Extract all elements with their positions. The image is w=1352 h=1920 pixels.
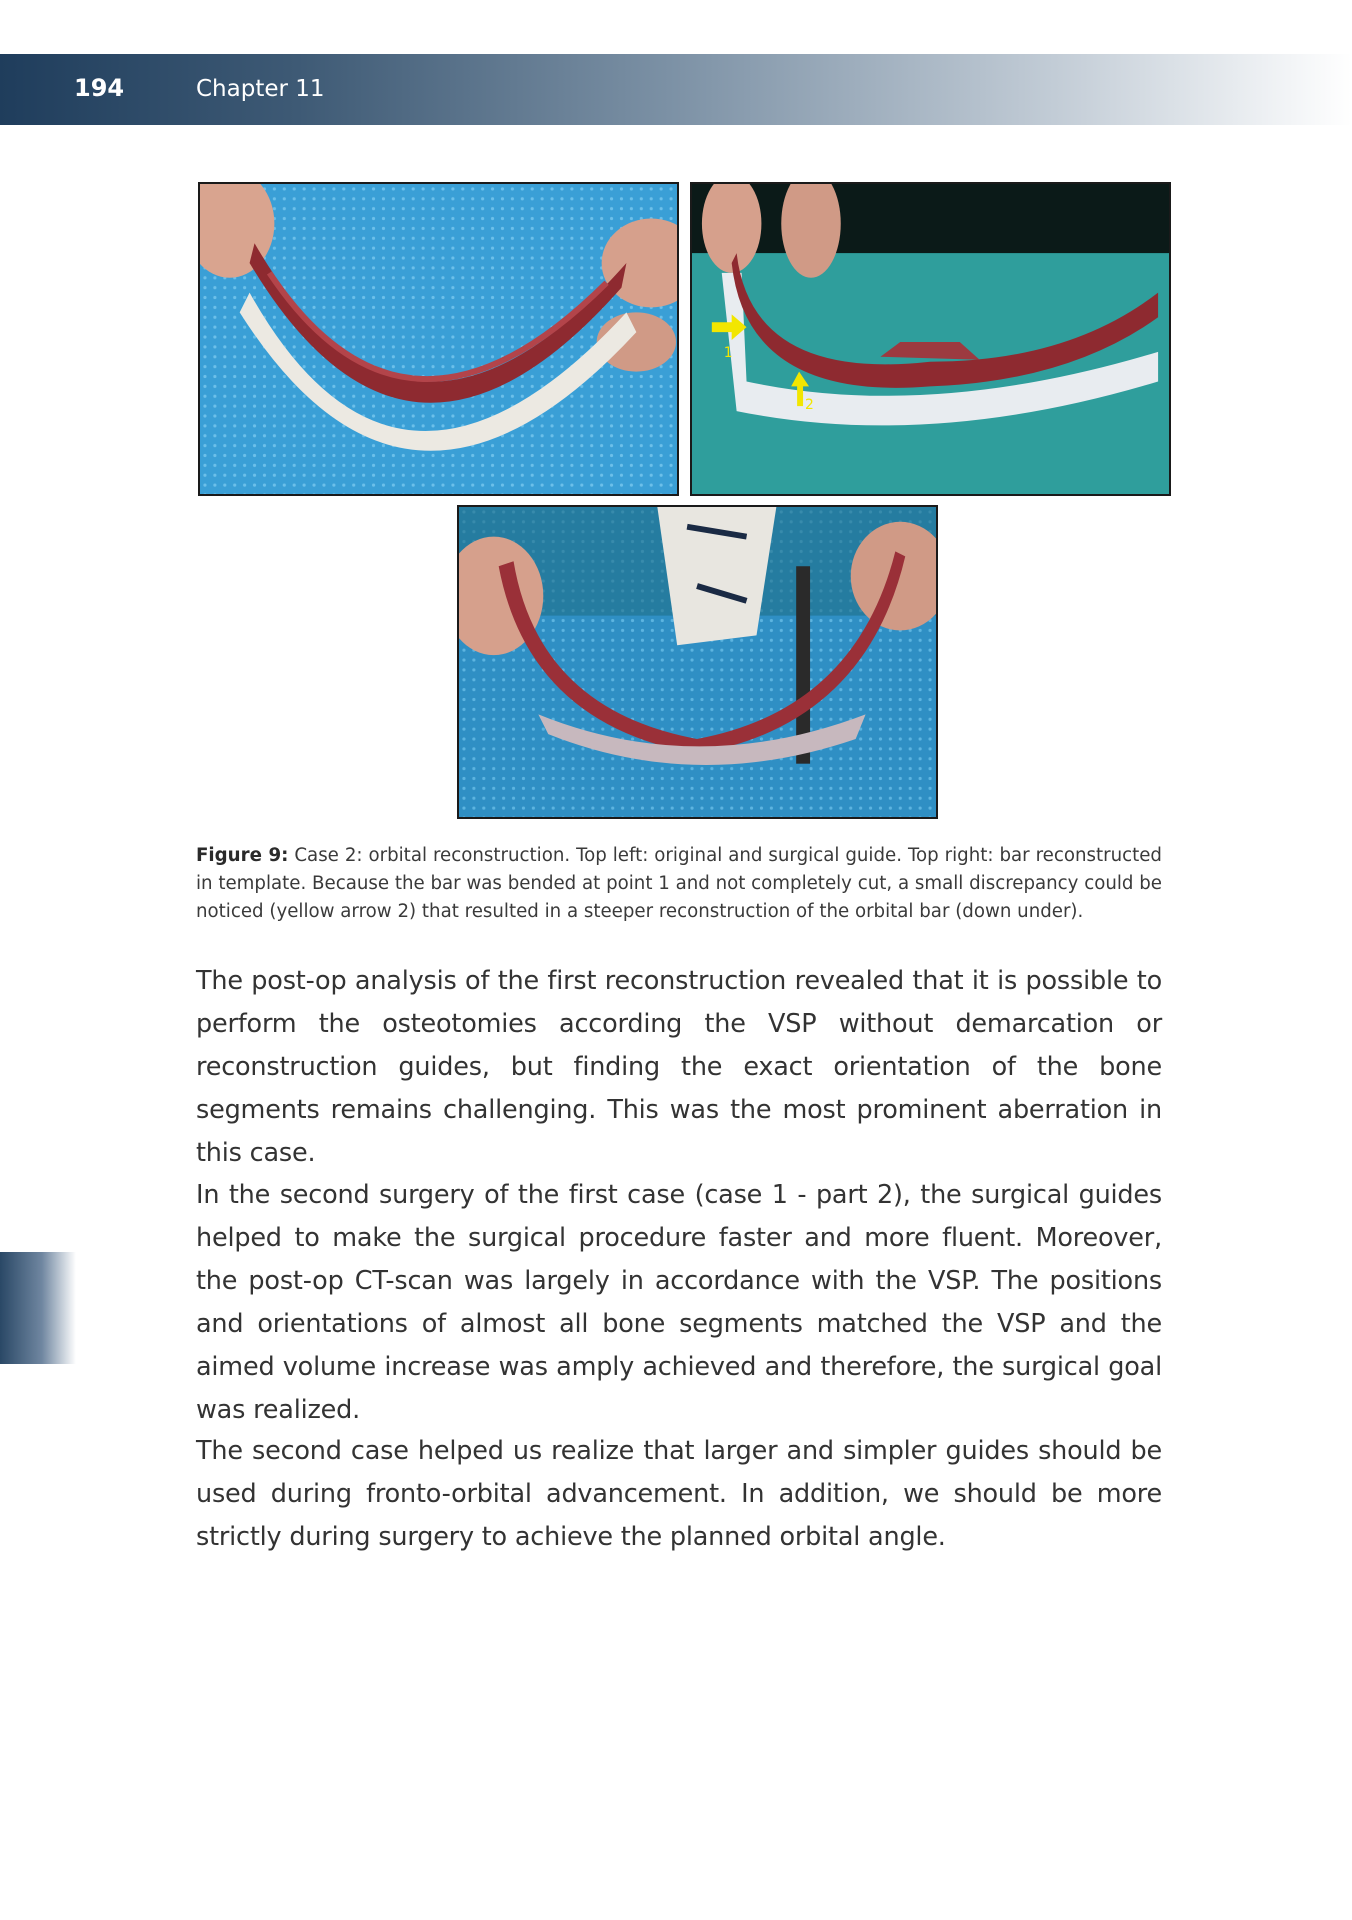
arrow-label-2: 2	[805, 397, 814, 414]
body-paragraph-2: In the second surgery of the first case (case 1 - part 2), the surgical guides helped to make the surgical procedure faster and more fluent. Moreover, the post-op CT-scan was largely in accordance with the VSP. The positions and orientations of almost all bone segments matched the VSP and the aimed volume increase was amply achieved and therefore, the surgical goal was realized.	[196, 1180, 1162, 1425]
figure-photo-top-left	[198, 182, 679, 496]
chapter-header-bar	[0, 54, 1352, 125]
chapter-title: Chapter 11	[196, 76, 325, 102]
figure-label: Figure 9:	[196, 845, 289, 866]
figure-photo-top-right	[690, 182, 1171, 496]
page-number: 194	[74, 74, 125, 102]
side-thumb-tab	[0, 1252, 76, 1364]
figure-caption-text: Case 2: orbital reconstruction. Top left: original and surgical guide. Top right: bar reconstructed in template. Because the bar was bended at point 1 and not completely cut, a small discrepancy could be noticed (yellow arrow 2) that resulted in a steeper reconstruction of the orbital bar (down under).	[196, 845, 1162, 922]
arrow-label-1: 1	[723, 344, 733, 361]
figure-photo-bottom	[457, 505, 938, 819]
body-paragraph-1: The post-op analysis of the first reconstruction revealed that it is possible to perform the osteotomies according the VSP without demarcation or reconstruction guides, but finding the exact orientation of the bone segments remains challenging. This was the most prominent aberration in this case.	[196, 966, 1162, 1168]
figure-caption	[196, 842, 1162, 926]
body-paragraph-3: The second case helped us realize that larger and simpler guides should be used during fronto-orbital advancement. In addition, we should be more strictly during surgery to achieve the planned orbital angle.	[196, 1436, 1162, 1552]
